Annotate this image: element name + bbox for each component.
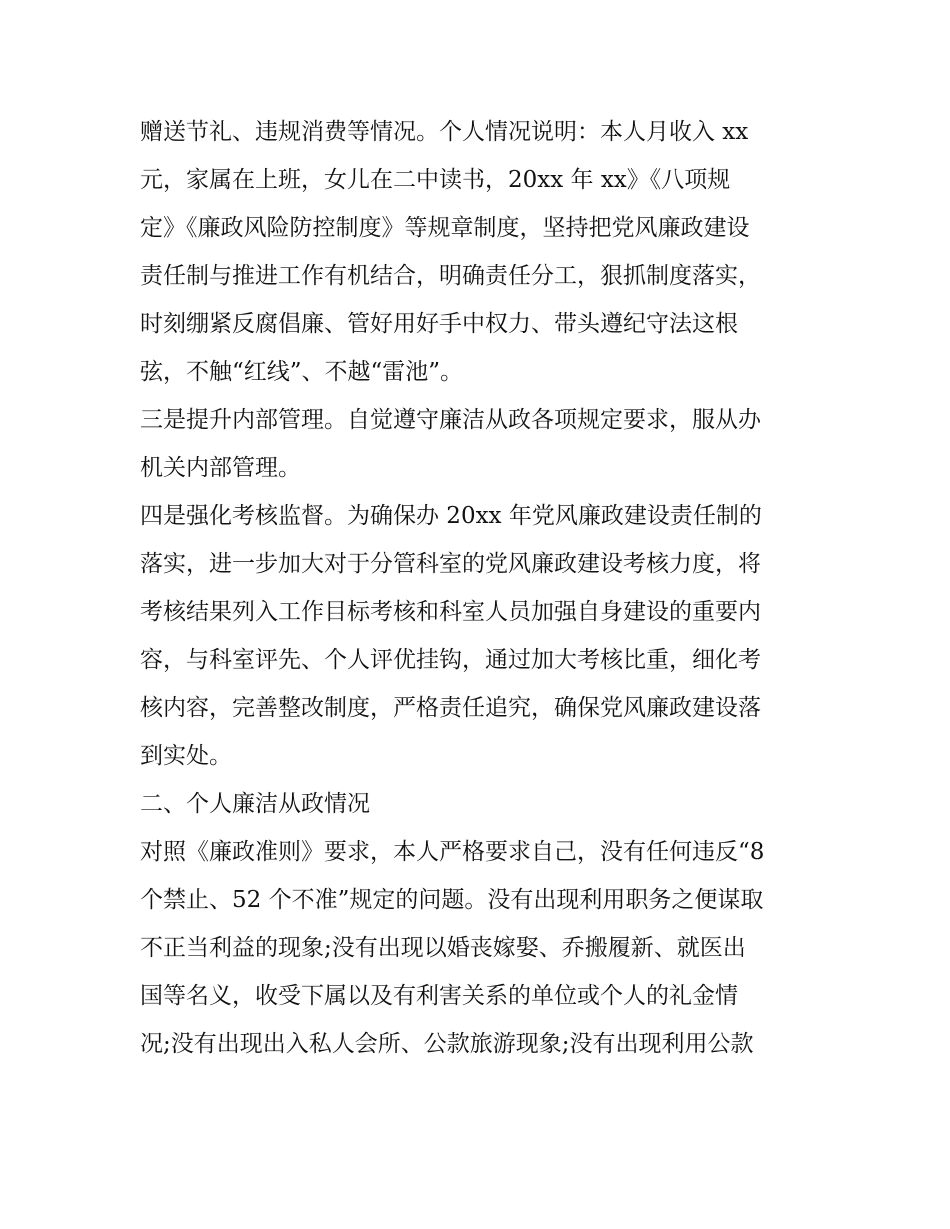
text-line: 不正当利益的现象;没有出现以婚丧嫁娶、乔搬履新、就医出 <box>140 935 746 961</box>
text-line: 赠送节礼、违规消费等情况。个人情况说明：本人月收入 xx <box>140 119 749 145</box>
text-line: 到实处。 <box>140 743 232 769</box>
text-line: 机关内部管理。 <box>140 455 301 481</box>
text-line: 落实，进一步加大对于分管科室的党风廉政建设考核力度，将 <box>140 551 761 577</box>
document-body <box>140 108 820 1068</box>
text-line: 国等名义，收受下属以及有利害关系的单位或个人的礼金情 <box>140 983 738 1009</box>
text-line: 核内容，完善整改制度，严格责任追究，确保党风廉政建设落 <box>140 695 761 721</box>
text-line: 考核结果列入工作目标考核和科室人员加强自身建设的重要内 <box>140 599 761 625</box>
text-line: 对照《廉政准则》要求，本人严格要求自己，没有任何违反“8 <box>140 839 765 865</box>
text-line: 时刻绷紧反腐倡廉、管好用好手中权力、带头遵纪守法这根 <box>140 311 738 337</box>
text-line: 定》《廉政风险防控制度》等规章制度，坚持把党风廉政建设 <box>140 215 750 241</box>
text-line: 三是提升内部管理。自觉遵守廉洁从政各项规定要求，服从办 <box>140 407 761 433</box>
text-line: 况;没有出现出入私人会所、公款旅游现象;没有出现利用公款 <box>140 1031 754 1057</box>
text-line: 四是强化考核监督。为确保办 20xx 年党风廉政建设责任制的 <box>140 503 762 529</box>
text-line: 容，与科室评先、个人评优挂钩，通过加大考核比重，细化考 <box>140 647 761 673</box>
section-heading: 二、个人廉洁从政情况 <box>140 791 370 817</box>
text-line: 元，家属在上班，女儿在二中读书，20xx 年 xx》《八项规 <box>140 167 731 193</box>
text-line: 弦，不触“红线”、不越“雷池”。 <box>140 359 464 385</box>
text-line: 个禁止、52 个不准”规定的问题。没有出现利用职务之便谋取 <box>140 887 764 913</box>
text-line: 责任制与推进工作有机结合，明确责任分工，狠抓制度落实， <box>140 263 761 289</box>
